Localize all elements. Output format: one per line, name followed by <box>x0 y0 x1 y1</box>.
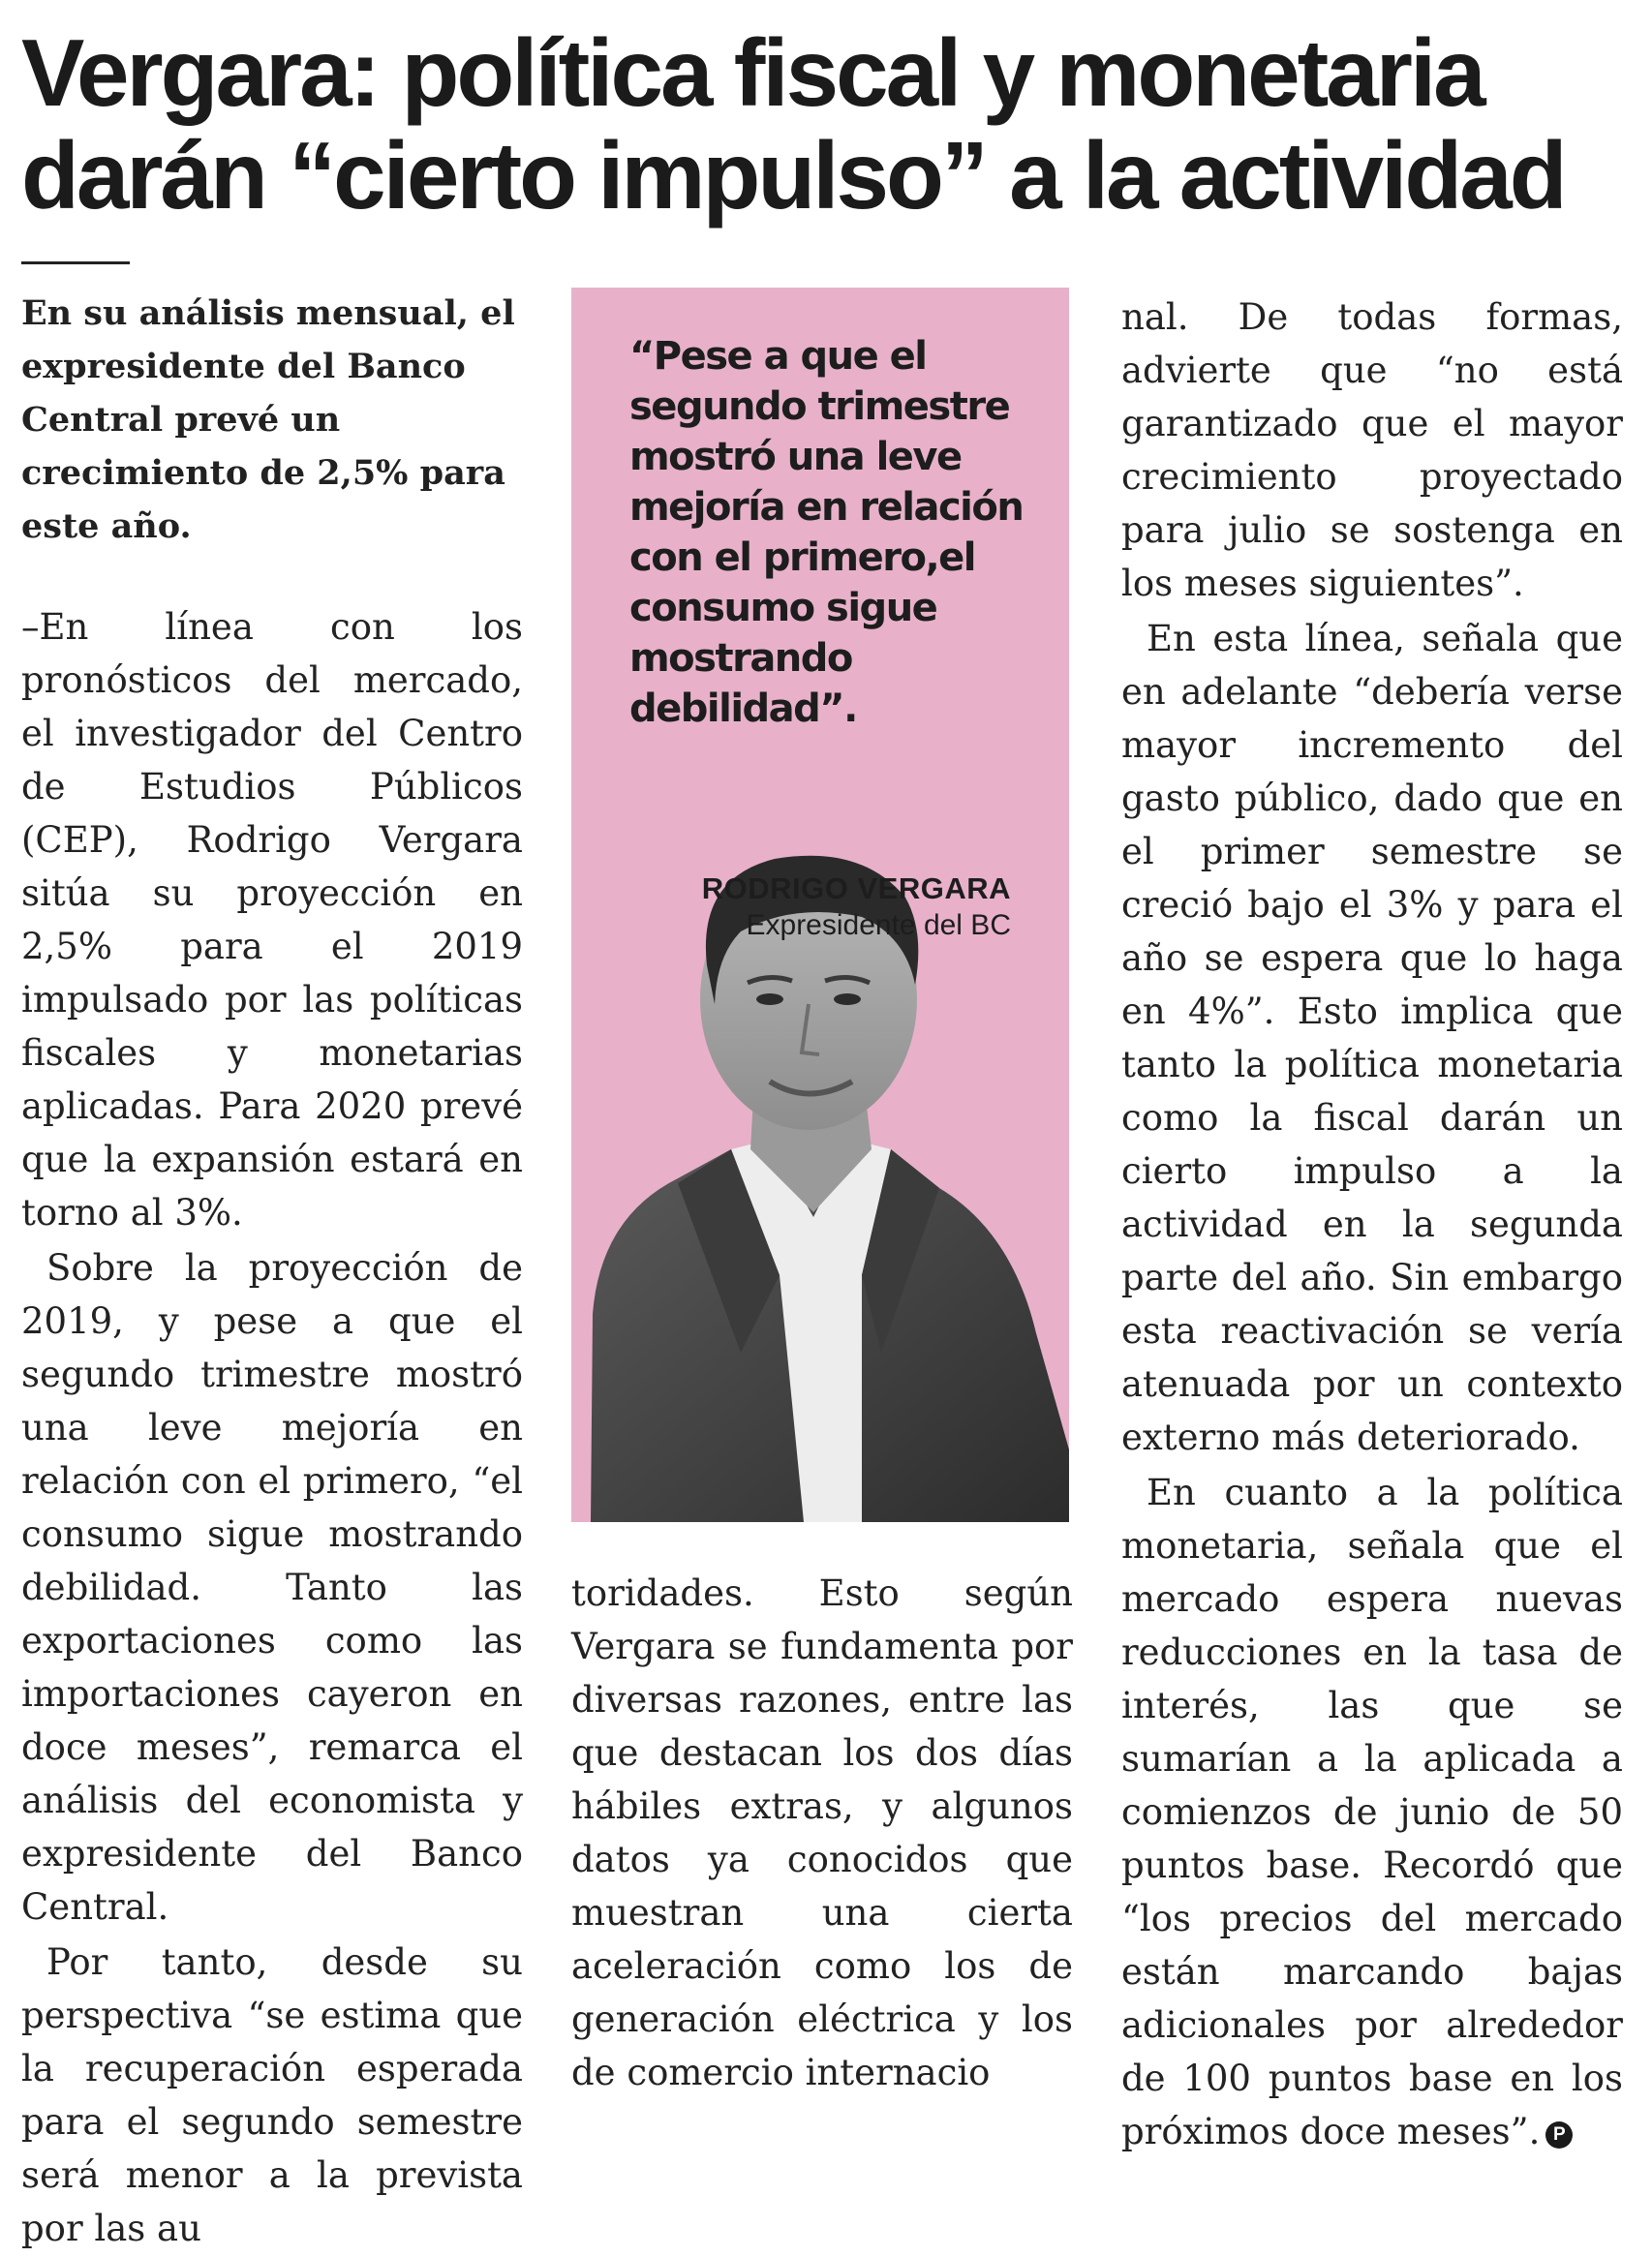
quote-attribution-role: Expresidente del BC <box>746 909 1011 941</box>
article-column-2 <box>571 1567 1073 2101</box>
article-column-1 <box>21 600 523 2257</box>
pull-quote-text: “Pese a que el segundo trimestre mostró una leve mejoría en relación con el primero,el consumo sigue mostrando debilidad”. <box>629 334 1024 731</box>
body-paragraph-3-part-2: toridades. Esto según Vergara se fundamenta por diversas razones, entre las que destacan los dos días hábiles extras, y algunos datos ya conocidos que muestran una cierta aceleración como los de generación eléctrica y los de comercio internacio <box>571 1572 1073 2093</box>
body-paragraph-5 <box>1121 1466 1623 2158</box>
body-paragraph-5-text: En cuanto a la política monetaria, señala que el mercado espera nuevas reducciones en la tasa de interés, las que se sumarían a la aplicada a comienzos de junio de 50 puntos base. Recordó que “los precios del mercado están marcando bajas adicionales por alrededor de 100 puntos base en los próximos doce meses”. <box>1121 1472 1623 2152</box>
body-paragraph-4: En esta línea, señala que en adelante “debería verse mayor incremento del gasto público, dado que en el primer semestre se creció bajo el 3% y para el año se espera que lo haga en 4%”. Esto implica que tanto la política monetaria como la fiscal darán un cierto impulso a la actividad en la segunda parte del año. Sin embargo esta reactivación se vería atenuada por un contexto externo más deteriorado. <box>1121 618 1623 1458</box>
headline-line-1: Vergara: política fiscal y monetaria <box>21 19 1484 126</box>
lead-paragraph: En su análisis mensual, el expresidente del Banco Central prevé un crecimiento de 2,5% para este año. <box>21 293 515 546</box>
body-paragraph-2: Sobre la proyección de 2019, y pese a que el segundo trimestre mostró una leve mejoría en relación con el primero, “el consumo sigue mostrando debilidad. Tanto las exportaciones como las importaciones cayeron en doce meses”, remarca el análisis del economista y expresidente del Banco Central. <box>21 1247 523 1928</box>
quote-attribution-name: RODRIGO VERGARA <box>701 871 1011 905</box>
body-paragraph-3-part-1: Por tanto, desde su perspectiva “se estima que la recuperación esperada para el segundo semestre será menor a la prevista por las au <box>21 1941 523 2249</box>
body-paragraph-1: –En línea con los pronósticos del mercado, el investigador del Centro de Estudios Públicos (CEP), Rodrigo Vergara sitúa su proyección en 2,5% para el 2019 impulsado por las políticas fiscales y monetarias aplicadas. Para 2020 prevé que la expansión estará en torno al 3%. <box>21 606 523 1234</box>
lead-divider <box>21 261 130 264</box>
pull-quote-box <box>571 288 1069 1522</box>
article-column-3 <box>1121 290 1623 2160</box>
headline-line-2: darán “cierto impulso” a la actividad <box>21 122 1565 229</box>
body-paragraph-3-part-3: nal. De todas formas, advierte que “no está garantizado que el mayor crecimiento proyectado para julio se sostenga en los meses siguientes”. <box>1121 296 1623 604</box>
headline <box>21 21 1648 227</box>
end-of-article-mark-icon: P <box>1545 2121 1573 2149</box>
